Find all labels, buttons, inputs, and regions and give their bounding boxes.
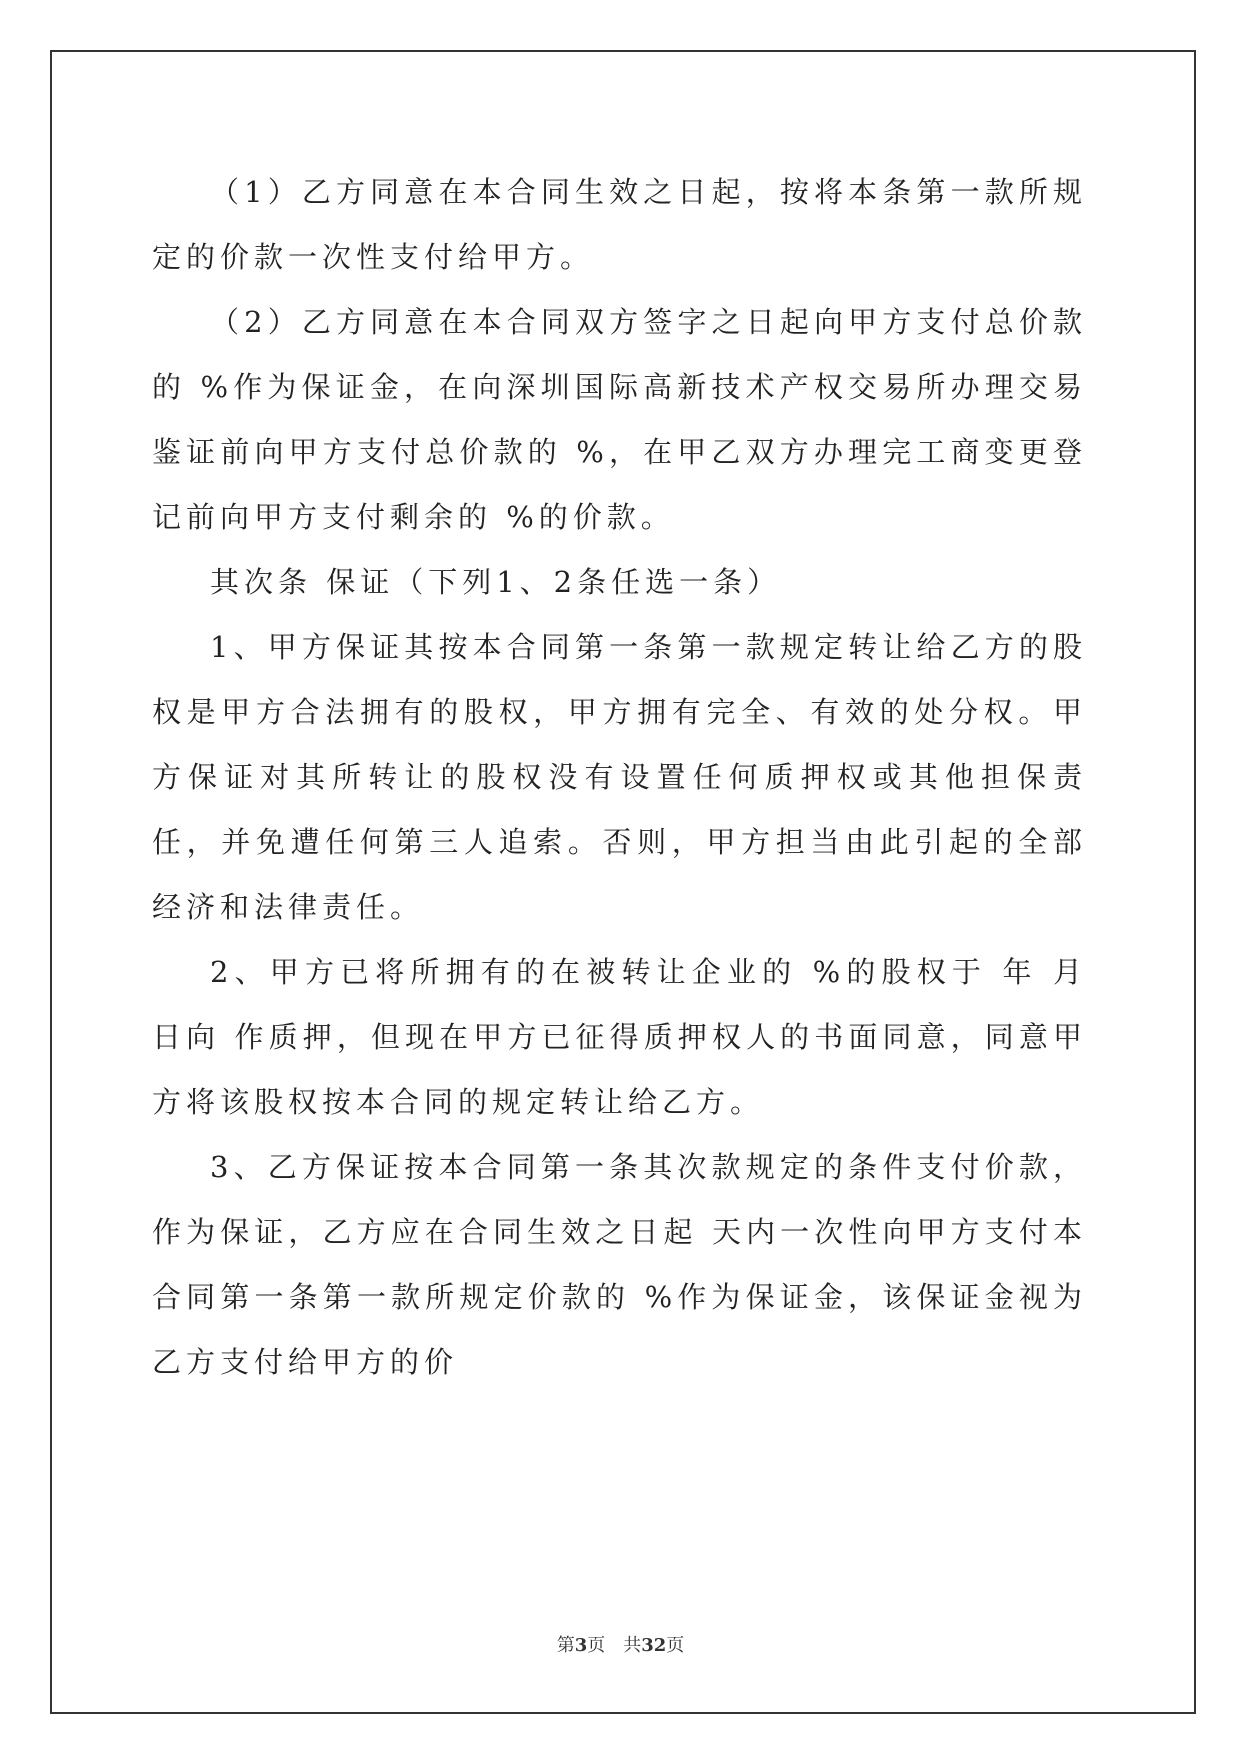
page-prefix: 第 xyxy=(556,1635,575,1656)
section-heading-guarantee: 其次条 保证（下列1、2条任选一条） xyxy=(210,565,782,599)
page-number-footer xyxy=(0,1634,1241,1658)
page-mid: 页 共 xyxy=(587,1635,642,1656)
document-body xyxy=(152,160,1087,1395)
page-total: 32 xyxy=(641,1635,667,1656)
page-suffix: 页 xyxy=(666,1635,685,1656)
paragraph-guarantee-1: 1、甲方保证其按本合同第一条第一款规定转让给乙方的股权是甲方合法拥有的股权，甲方拥有完全、有效的处分权。甲方保证对其所转让的股权没有设置任何质押权或其他担保责任，并免遭任何第三人追索。否则，甲方担当由此引起的全部经济和法律责任。 xyxy=(152,630,1087,924)
paragraph-guarantee-2: 2、甲方已将所拥有的在被转让企业的 %的股权于 年 月 日向 作质押，但现在甲方已征得质押权人的书面同意，同意甲方将该股权按本合同的规定转让给乙方。 xyxy=(152,955,1087,1119)
paragraph-payment-1: （1）乙方同意在本合同生效之日起，按将本条第一款所规定的价款一次性支付给甲方。 xyxy=(152,175,1087,274)
paragraph-payment-2: （2）乙方同意在本合同双方签字之日起向甲方支付总价款的 %作为保证金，在向深圳国际高新技术产权交易所办理交易鉴证前向甲方支付总价款的 %，在甲乙双方办理完工商变更登记前向甲方支付剩余的 %的价款。 xyxy=(152,305,1087,534)
page-current: 3 xyxy=(574,1635,588,1656)
paragraph-guarantee-3: 3、乙方保证按本合同第一条其次款规定的条件支付价款，作为保证，乙方应在合同生效之日起 天内一次性向甲方支付本合同第一条第一款所规定价款的 %作为保证金，该保证金视为乙方支付给甲方的价 xyxy=(152,1150,1087,1379)
